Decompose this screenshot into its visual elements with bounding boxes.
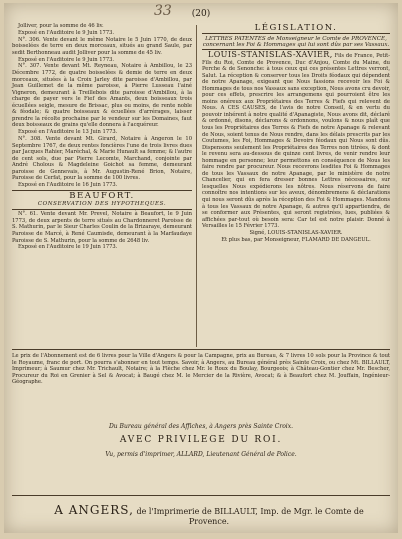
handwritten-page-mark: 33 [154, 3, 172, 19]
right-column [202, 23, 390, 244]
sale-entry-306: N°. 306. Vente devant le même Notaire le 5 Juin 1770, de deux boisselées de terre en deux morceaux, situés au grand Saule, par sedit Berthonneau audit Jolliver pour la somme de 45 liv. [12, 36, 192, 56]
exposure-note: Exposé en l'Auditoire le 19 Juin 1773. [18, 244, 118, 251]
section-subtitle: CONSERVATION DES HYPOTHEQUES. [37, 200, 167, 207]
section-rule [12, 209, 192, 210]
royal-privilege: AVEC PRIVILEGE DU ROI. [119, 435, 283, 445]
printing-permission: Vu, permis d'imprimer, ALLARD, Lieutenant Général de Police. [105, 451, 297, 458]
sale-entry-61: N°. 61. Vente devant Mr. Prevel, Notaire à Beaufort, le 9 Juin 1773, de deux arpents de terre situés au Chardonneret Paroisse de S. Mathurin, par le Sieur Charles Coulin de la Brizaraye, demeurant Paroisse de Marcé, à René Caumisde, demeurant à la Marfaudaye Paroisse de S. Mathurin, pour la somme de 2648 liv. [12, 211, 192, 244]
page-number: (20) [191, 9, 211, 19]
section-rule [202, 33, 390, 34]
signature-line: Signé, LOUIS-STANISLAS-XAVIER. [249, 230, 343, 237]
sale-entry-307: N°. 307. Vente devant Mt. Reyneau, Notaire à Ambillou, le 23 Décembre 1772, de quatre boisselées & demie de terre en deux morceaux, situées à la Croix Jarley dite paroisse d'Ambillou, par Jean Guillemet de la même paroisse, à Pierre Lusseau l'ainé Vigneron, demeurant à Treillebois dite paroisse d'Ambillou, à la charge de payer vers le Fief des Amants, deux boisseaux trois écuellées seigle, mesure de Brissac, plus ou moins, de rente noble & féodale; & quatre boisseaux & écuellées d'arrérages, laisser prendre la récolte prochaine par le vendeur sur les Domaines, faut deux boisseaux de grains qu'elle donnera à l'acquéreur. [12, 63, 192, 129]
letters-patent-title: LETTRES PATENTES de Monseigneur le Comte de PROVENCE, concernant les Foi & Hommages qui lui sont dûs par ses Vassaux. [202, 35, 390, 48]
bureau-line: Du Bureau général des Affiches, à Angers près Sainte Croix. [108, 423, 294, 430]
imprint-city: A ANGERS, [54, 503, 134, 517]
exposure-note: Exposé en l'Auditoire le 16 Juin 1773. [18, 182, 118, 189]
exposure-note: Exposé en l'Auditoire le 13 Juin 1773. [18, 129, 118, 136]
section-heading-legislation: LÉGISLATION. [254, 23, 338, 33]
left-column [12, 23, 192, 251]
column-divider [196, 25, 197, 347]
letters-patent-body: Fils de France, Petit-Fils du Roi, Comte de Provence, Duc d'Anjou, Comte du Maine, du Perche & de Senonche: à tous ceux qui ces présentes Lettres verront, Salut. La réception & conserver tous les Droits féodaux qui dépendent de notre Apanage, exigeant que Nous fassions recevoir les Foi & Hommages de tous nos Vassaux sans exception, Nous avons cru devoir, pour ces effets, prescrire les arrangemens qui pourroient être les moins onéreux aux Propriétaires des Terres & Fiefs qui relevent de Nous. A CES CAUSES, de l'avis de notre Conseil, & en vertu du pouvoir inhérent à notre qualité d'Apanagiste, Nous avons dit, déclaré & ordonné, disons, déclarons & ordonnons, voulons & nous plaît que tous les Propriétaires des Terres & Fiefs de notre Apanage & relevant de Nous, soient tenus de Nous rendre, dans les délais prescrits par les Coutumes, les Foi, Hommages & Devoirs féodaux qui Nous sont dûs. Dispensons seulement les Propriétaires des Terres non titrées, & dont le revenu sera au-dessous de quinze cent livres, de venir rendre leur hommage en personne; leur permettons en conséquence de Nous les faire rendre par procureur. Nous recevrons lesdites Foi & Hommages de tous les Vassaux de notre Apanage, par le ministère de notre Chancelier, qui en fera dresser bonnes Lettres nécessaires, sur lesquelles Nous expédierons les nôtres. Nous réservons de faire connoître nos intentions sur les aveux, dénombremens & déclarations qui nous seront dûs après la réception des Foi & Hommages. Mandons à tous les Vassaux de notre Apanage, & autres qu'il appartiendra, de se conformer aux Présentes, qui seront registrées, lues, publiées & affichées par-tout où besoin sera: Car tel est notre plaisir. Donné à Versailles le 15 Février 1773. [202, 52, 391, 230]
imprint-rule [12, 495, 390, 496]
countersignature-line: Et plus bas, par Monseigneur, FLAMARD DE DANGEUL. [221, 236, 371, 243]
subscription-notice: Le prix de l'Abonnement est de 6 livres pour la Ville d'Angers & pour la Campagne, prix au Bureau, & 7 livres 10 sols pour la Province & tout le Royaume, franc de port. On pourra s'abonner en tout temps. Savoir, à Angers, au Bureau général près Sainte Croix, ou chez Mt. BILLAULT, Imprimeur; à Saumur chez Mr. Trichault, Notaire; à la Flèche chez Mr. le Roux du Boulay, Bourgeois; à Château-Gontier chez Mr. Bescher, Procureur du Roi en Grenier à Sel & Avocat; à Baugé chez M. le Mercier de la Rivière, Avocat; & à Beaufort chez M. Jouffain, Ingénieur-Géographe. [12, 353, 390, 386]
exposure-note: Exposé en l'Auditoire le 9 Juin 1773. [18, 29, 115, 36]
sovereign-name: LOUIS-STANISLAS-XAVIER, [208, 49, 333, 59]
footer-rule [12, 349, 390, 350]
section-heading-beaufort: BEAUFORT. [69, 191, 135, 202]
newspaper-page [4, 3, 398, 533]
sale-entry-308: N°. 308. Vente devant Mt. Girard, Notaire à Angeron le 10 Septembre 1767, de deux rentes foncières l'une de trois livres dues par Jacques Rahier, Maréchal, & Marie Hunault sa femme; & l'autre de cent sols, due par Pierre Lecomte, Marchand, conjointe par André Cholous & Magdeleine Goichot sa femme, demeurant paroisse de Gennevais, à Mr. Augustin-René Brion, Notaire, Paroisse de Cerfat, pour la somme de 100 livres. [12, 136, 192, 182]
imprint [34, 503, 384, 526]
exposure-note: Exposé en l'Auditoire le 9 Juin 1773. [18, 56, 115, 63]
paragraph: Jolliver, pour la somme de 46 liv. [18, 23, 104, 29]
imprint-text: de l'Imprimerie de BILLAULT, Imp. de Mgr. le Comte de Provence. [136, 507, 364, 526]
